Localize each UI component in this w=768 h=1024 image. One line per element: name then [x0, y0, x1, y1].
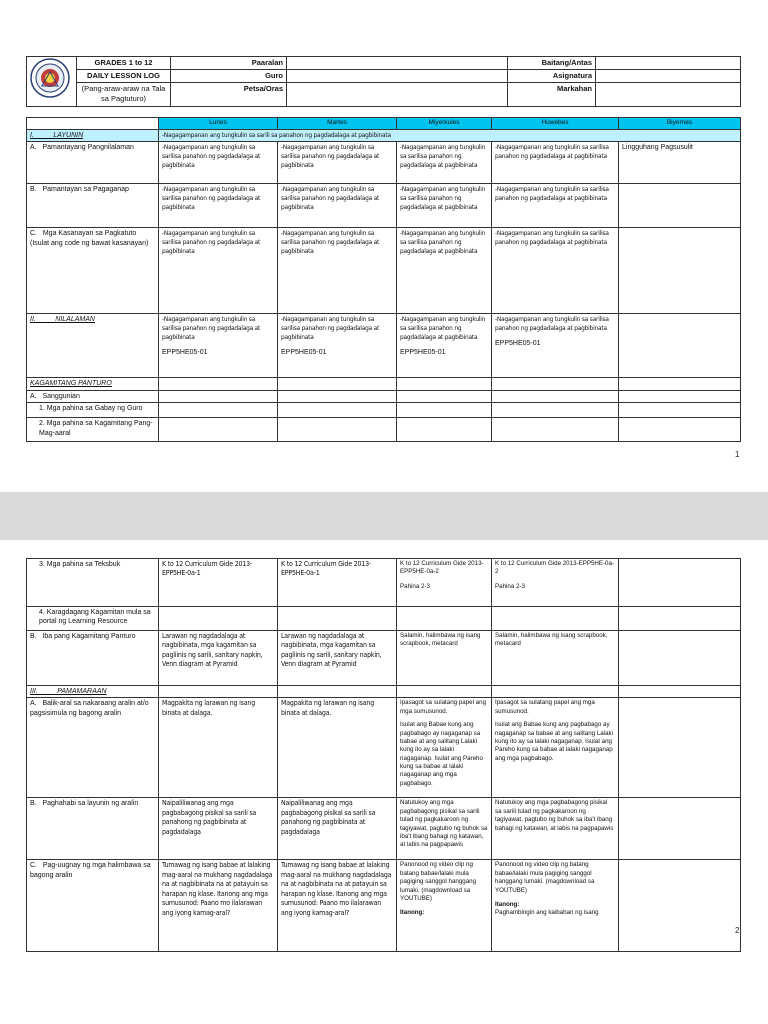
balik-wed: Ipasagot sa sulatang papel ang mga sumusunod. Isulat ang Babae kung ang pagbabago ay nagaganap sa babae at ang salitang Lalaki kung ito ay sa lalaki nagaganap. Isulat ang Pareho kung sa babae at lalaki nagaganap ang mga pagbabago. — [397, 698, 492, 798]
obj-mon-a: -Nagagampanan ang tungkulin sa sarilisa panahon ng pagdadalaga at pagbibinata — [159, 142, 278, 184]
empty-19 — [492, 418, 619, 442]
obj-wed-c: -Nagagampanan ang tungkulin sa sarilisa panahon ng pagdadalaga at pagbibinata — [397, 228, 492, 314]
paaralan-value[interactable] — [287, 57, 508, 70]
day-header-mon: Lunes — [159, 118, 278, 130]
nilalaman-thu: -Nagagampanan ang tungkulin sa sarilisa panahon ng pagdadalaga at pagbibinata EPP5HE05-01 — [492, 314, 619, 378]
empty-11 — [159, 403, 278, 418]
teksbuk-wed: K to 12 Curriculum Gide 2013-EPP5HE-0a-2 Pahina 2-3 — [397, 559, 492, 607]
title-grades: GRADES 1 to 12 — [77, 57, 171, 70]
empty-24 — [397, 607, 492, 631]
empty-fri-c — [619, 228, 741, 314]
nilalaman-mon: -Nagagampanan ang tungkulin sa sarilisa panahon ng pagdadalaga at pagbibinata EPP5HE05-01 — [159, 314, 278, 378]
empty-13 — [397, 403, 492, 418]
guro-value[interactable] — [287, 70, 508, 83]
empty-7 — [278, 390, 397, 402]
empty-21 — [619, 559, 741, 607]
petsa-label: Petsa/Oras — [171, 83, 287, 106]
empty-9 — [492, 390, 619, 402]
markahan-value[interactable] — [596, 83, 741, 106]
obj-thu-a: -Nagagampanan ang tungkulin sa sarilisa panahon ng pagdadalaga at pagbibinata — [492, 142, 619, 184]
empty-12 — [278, 403, 397, 418]
paghahabi-tue: Naipaliliwanag ang mga pagbabagong pisikal sa sarili sa panahong ng pagbibinata at pagdadalaga — [278, 798, 397, 860]
obj-wed-a: -Nagagampanan ang tungkulin sa sarilisa panahon ng pagdadalaga at pagbibinata — [397, 142, 492, 184]
iba-tue: Larawan ng nagdadalaga at nagbibinata, mga kagamitan sa pagliinis ng sarili, sanitary napkin, Venn diagram at Pyramid — [278, 631, 397, 686]
kagamitang-mag-aaral-label: 2. Mga pahina sa Kagamitang Pang-Mag-aaral — [27, 418, 159, 442]
obj-thu-b: -Nagagampanan ang tungkulin sa sarilisa panahon ng pagdadalaga at pagbibinata — [492, 184, 619, 228]
empty-29 — [278, 686, 397, 698]
day-header-thu: Huwebes — [492, 118, 619, 130]
balik-thu: Ipasagot sa sulatang papel ang mga sumusunod. Isulat ang Babae kung ang pagbabago ay nagaganap sa babae at ang salitang Lalaki kung ito ay sa lalaki nagaganap. Isulat ang Pareho kung sa babae at lalaki nagaganap ang mga pagbabago. — [492, 698, 619, 798]
page-1 — [0, 0, 768, 492]
obj-thu-c: -Nagagampanan ang tungkulin sa sarilisa panahon ng pagdadalaga at pagbibinata — [492, 228, 619, 314]
empty-16 — [159, 418, 278, 442]
asignatura-label: Asignatura — [508, 70, 596, 83]
paghahabi-wed: Natutukoy ang mga pagbabagong pisikal sa sarili tulad ng pagkakaroon ng tagiyawat, pagtubo ng buhok sa iba't ibang bahagi ng katawan, at labis na pagpapawis — [397, 798, 492, 860]
balik-mon: Magpakita ng larawan ng isang binata at dalaga. — [159, 698, 278, 798]
empty-33 — [619, 698, 741, 798]
layunin-label: I. LAYUNIN — [27, 129, 159, 141]
kagamitan-label: KAGAMITANG PANTURO — [27, 378, 159, 390]
empty-10 — [619, 390, 741, 402]
empty-30 — [397, 686, 492, 698]
day-header-fri: Biyernes — [619, 118, 741, 130]
day-header-tue: Martes — [278, 118, 397, 130]
karagdagang-label: 4. Karagdagang Kagamitan mula sa portal ng Learning Resource — [27, 607, 159, 631]
uugnay-wed: Panonood ng video clip ng batang babae/lalaki mula pagiging sanggol hanggang lumaki. (magdownload sa YOUTUBE) Itanong: — [397, 860, 492, 952]
empty-fri-nil — [619, 314, 741, 378]
iba-wed: Salamin, halimbawa ng isang scrapbook, metacard — [397, 631, 492, 686]
iba-label: B. Iba pang Kagamitang Panturo — [27, 631, 159, 686]
lesson-table-page-2 — [26, 558, 741, 952]
obj-wed-b: -Nagagampanan ang tungkulin sa sarilisa panahon ng pagdadalaga at pagbibinata — [397, 184, 492, 228]
paghahabi-mon: Naipaliliwanag ang mga pagbabagong pisikal sa sarili sa panahong ng pagbibinata at pagdadalaga — [159, 798, 278, 860]
obj-mon-c: -Nagagampanan ang tungkulin sa sarilisa panahon ng pagdadalaga at pagbibinata — [159, 228, 278, 314]
uugnay-mon: Tumawag ng isang babae at lalaking mag-aaral na mukhang nagdadalaga na at nagbibinata na at patayuin sa harapan ng klase. Itanong ang mga sumusunod: Paano mo ilalarawan ang iyong kamag-aral? — [159, 860, 278, 952]
empty-fri-b — [619, 184, 741, 228]
teksbuk-mon: K to 12 Curriculum Gide 2013-EPP5HE-0a-1 — [159, 559, 278, 607]
subtitle: (Pang-araw-araw na Tala sa Pagtuturo) — [77, 83, 171, 106]
empty-15 — [619, 403, 741, 418]
empty-23 — [278, 607, 397, 631]
nilalaman-wed: -Nagagampanan ang tungkulin sa sarilisa panahon ng pagdadalaga at pagbibinata EPP5HE05-01 — [397, 314, 492, 378]
empty-8 — [397, 390, 492, 402]
pamamaraan-label: III. PAMAMARAAN — [27, 686, 159, 698]
obj-tue-b: -Nagagampanan ang tungkulin sa sarilisa panahon ng pagdadalaga at pagbibinata — [278, 184, 397, 228]
paaralan-label: Paaralan — [171, 57, 287, 70]
empty-26 — [619, 607, 741, 631]
pamantayang-pangnilalaman-label: A. Pamantayang Pangnilalaman — [27, 142, 159, 184]
empty-28 — [159, 686, 278, 698]
nilalaman-tue: -Nagagampanan ang tungkulin sa sarilisa panahon ng pagdadalaga at pagbibinata EPP5HE05-01 — [278, 314, 397, 378]
pag-uugnay-label: C. Pag-uugnay ng mga halimbawa sa bagong aralin — [27, 860, 159, 952]
paghahabi-label: B. Paghahabi sa layunin ng aralin — [27, 798, 159, 860]
page-number-1: 1 — [735, 450, 740, 459]
empty-22 — [159, 607, 278, 631]
uugnay-tue: Tumawag ng isang babae at lalaking mag-aaral na mukhang nagdadalaga na at nagbibinata na at patayuin sa harapan ng klase. Itanong ang mga sumusunod: Paano mo ilalarawan ang iyong kamag-aral? — [278, 860, 397, 952]
guro-label: Guro — [171, 70, 287, 83]
friday-note: Lingguhang Pagsusulit — [619, 142, 741, 184]
pamantayan-pagaganap-label: B. Pamantayan sa Pagaganap — [27, 184, 159, 228]
empty-32 — [619, 686, 741, 698]
obj-tue-c: -Nagagampanan ang tungkulin sa sarilisa panahon ng pagdadalaga at pagbibinata — [278, 228, 397, 314]
markahan-label: Markahan — [508, 83, 596, 106]
iba-mon: Larawan ng nagdadalaga at nagbibinata, mga kagamitan sa pagliinis ng sarili, sanitary napkin, Venn diagram at Pyramid — [159, 631, 278, 686]
balik-tue: Magpakita ng larawan ng isang binata at dalaga. — [278, 698, 397, 798]
nilalaman-label: II. NILALAMAN — [27, 314, 159, 378]
blank-header-cell — [27, 118, 159, 130]
empty-5 — [619, 378, 741, 390]
kasanayan-label: C. Mga Kasanayan sa Pagkatuto (Isulat ang code ng bawat kasanayan) — [27, 228, 159, 314]
obj-mon-b: -Nagagampanan ang tungkulin sa sarilisa panahon ng pagdadalaga at pagbibinata — [159, 184, 278, 228]
paghahabi-thu: Natutukoy ang mga pagbabagong pisikal sa sarili tulad ng pagkakaroon ng tagiyawat, pagtubo ng buhok sa iba't ibang bahagi ng katawan, at labis na pagpapawis — [492, 798, 619, 860]
layunin-text: -Nagagampanan ang tungkulin sa sarili sa panahon ng pagdadalaga at pagbibinata — [159, 129, 741, 141]
obj-tue-a: -Nagagampanan ang tungkulin sa sarilisa panahon ng pagdadalaga at pagbibinata — [278, 142, 397, 184]
baitang-label: Baitang/Antas — [508, 57, 596, 70]
header-table — [26, 56, 741, 107]
logo-cell — [27, 57, 77, 107]
empty-2 — [278, 378, 397, 390]
empty-1 — [159, 378, 278, 390]
teksbuk-tue: K to 12 Curriculum Gide 2013-EPP5HE-0a-1 — [278, 559, 397, 607]
baitang-value[interactable] — [596, 57, 741, 70]
lesson-table-page-1 — [26, 117, 741, 442]
teksbuk-thu: K to 12 Curriculum Gide 2013-EPP5HE-0a-2 Pahina 2-3 — [492, 559, 619, 607]
empty-27 — [619, 631, 741, 686]
iba-thu: Salamin, halimbawa ng isang scrapbook, metacard — [492, 631, 619, 686]
page-2 — [0, 540, 768, 1024]
title-dll: DAILY LESSON LOG — [77, 70, 171, 83]
empty-34 — [619, 798, 741, 860]
sanggunian-label: A. Sanggunian — [27, 390, 159, 402]
empty-17 — [278, 418, 397, 442]
gabay-label: 1. Mga pahina sa Gabay ng Guro — [27, 403, 159, 418]
empty-14 — [492, 403, 619, 418]
page-number-2: 2 — [735, 926, 740, 935]
empty-25 — [492, 607, 619, 631]
balik-label: A. Balik-aral sa nakaraang aralin at/o pagsisimula ng bagong aralin — [27, 698, 159, 798]
empty-3 — [397, 378, 492, 390]
empty-31 — [492, 686, 619, 698]
teksbuk-label: 3. Mga pahina sa Teksbuk — [27, 559, 159, 607]
day-header-wed: Miyerkules — [397, 118, 492, 130]
empty-18 — [397, 418, 492, 442]
empty-4 — [492, 378, 619, 390]
empty-35 — [619, 860, 741, 952]
uugnay-thu: Panonood ng video clip ng batang babae/lalaki mula pagiging sanggol hanggang lumaki. (magdownload sa YOUTUBE) Itanong: Paghambingin ang kaibahan ng isang — [492, 860, 619, 952]
empty-20 — [619, 418, 741, 442]
petsa-value[interactable] — [287, 83, 508, 106]
empty-6 — [159, 390, 278, 402]
asignatura-value[interactable] — [596, 70, 741, 83]
